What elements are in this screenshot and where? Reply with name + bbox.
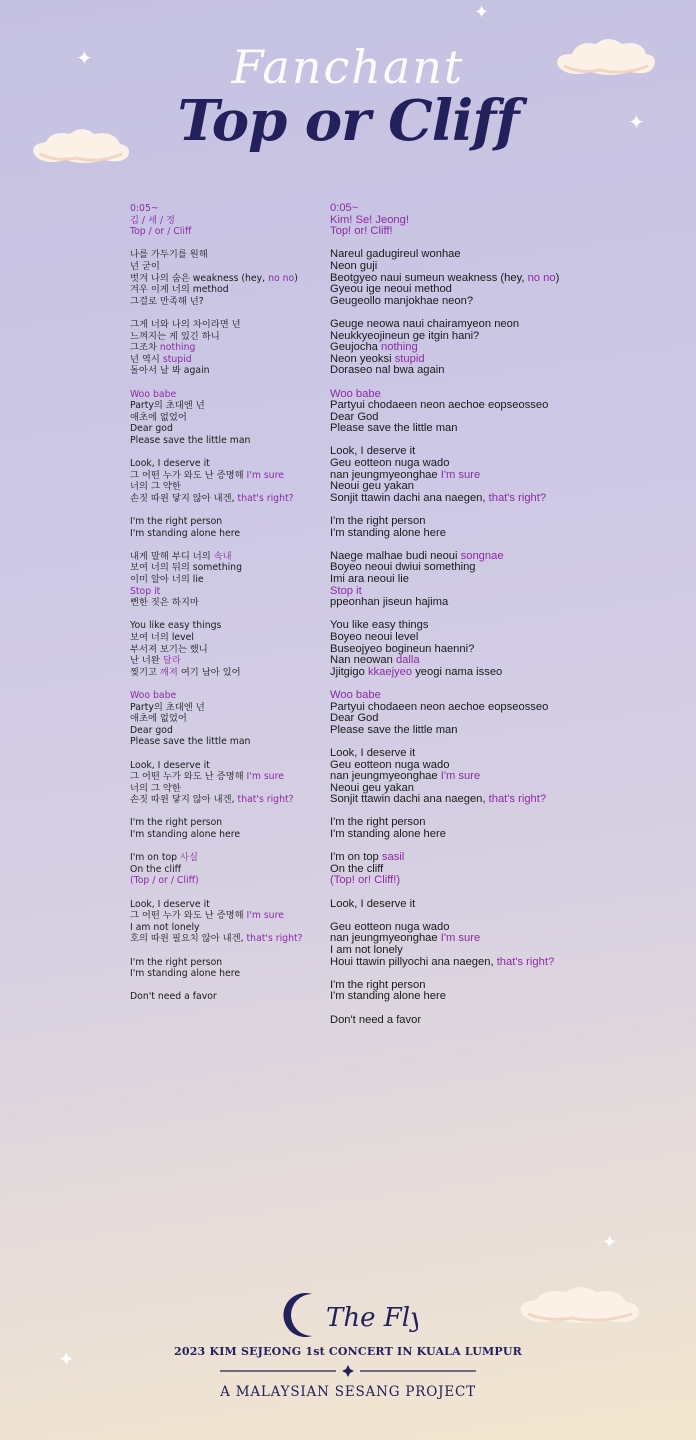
lyric-text: Please save the little man: [130, 736, 251, 748]
fanchant-highlight: I'm sure: [440, 468, 481, 481]
lyric-text: 애초에 없었어: [130, 713, 187, 725]
lyric-text: I'm standing alone here: [330, 526, 446, 539]
lyric-line: [130, 331, 325, 343]
lyric-line: [330, 365, 660, 377]
lyric-line: [130, 273, 325, 285]
lyric-text: Neukkyeojineun ge itgin hani?: [330, 329, 480, 342]
lyric-line: [330, 423, 660, 435]
lyric-block: [330, 516, 660, 539]
lyric-text: I'm the right person: [130, 817, 223, 829]
lyric-text: On the cliff: [330, 862, 384, 875]
lyric-line: [130, 562, 325, 574]
lyric-line: [130, 516, 325, 528]
lyric-line: [130, 528, 325, 540]
lyric-text: 겨우 이게 너의 method: [130, 284, 229, 296]
lyric-line: [330, 702, 660, 714]
lyric-text: I'm standing alone here: [330, 990, 446, 1003]
fanchant-highlight: no no: [527, 271, 556, 284]
lyric-text: Geu eotteon nuga wado: [330, 457, 450, 470]
lyric-line: [130, 400, 325, 412]
fanchant-highlight: that's right?: [488, 491, 547, 504]
lyric-block: [330, 922, 660, 968]
fanchant-highlight: (Top! or! Cliff!): [330, 874, 401, 887]
lyric-text: 내게 말해 부디 너의: [130, 550, 214, 562]
lyric-line: [130, 864, 325, 876]
lyric-block: [330, 249, 660, 307]
lyric-text: I'm the right person: [330, 978, 426, 991]
lyric-line: [130, 423, 325, 435]
lyric-line: [330, 493, 660, 505]
lyric-text: 넌 굳이: [130, 260, 160, 272]
lyric-block: [330, 690, 660, 736]
lyric-line: [330, 249, 660, 261]
fanchant-highlight: stupid: [394, 352, 425, 365]
lyric-block: [130, 458, 325, 504]
lyric-text: Dear God: [330, 410, 379, 423]
lyric-text: 그 어떤 누가 와도 난 증명해: [130, 910, 247, 922]
lyric-line: [130, 957, 325, 969]
lyric-block: [330, 389, 660, 435]
lyric-text: Party의 초대엔 넌: [130, 701, 205, 713]
lyric-line: [330, 597, 660, 609]
lyric-text: You like easy things: [330, 619, 429, 632]
lyric-text: yeogi nama isseo: [412, 665, 503, 678]
title-kicker: Fanchant: [231, 40, 465, 94]
fanchant-highlight: Woo babe: [130, 388, 177, 400]
fanchant-highlight: 달라: [162, 655, 181, 667]
sparkle-icon: [342, 1365, 354, 1377]
lyric-text: Boyeo neoui dwiui something: [330, 561, 476, 574]
lyric-line: [330, 829, 660, 841]
lyric-line: [130, 389, 325, 401]
lyric-line: [130, 667, 325, 679]
footer-divider: [220, 1364, 476, 1378]
fanchant-highlight: no no: [268, 272, 295, 284]
lyric-line: [130, 296, 325, 308]
lyric-line: [130, 319, 325, 331]
fanchant-highlight: 김 / 세 / 정: [130, 214, 176, 226]
lyric-line: [130, 690, 325, 702]
lyric-text: Neon yeoksi: [330, 352, 395, 365]
lyric-text: Nareul gadugireul wonhae: [330, 248, 461, 261]
lyric-text: Boyeo neoui level: [330, 630, 419, 643]
page-title: Top or Cliff: [177, 88, 519, 154]
lyric-text: Please save the little man: [130, 434, 251, 446]
lyric-text: 벗겨 나의 숨은 weakness (hey,: [130, 272, 269, 284]
lyric-text: Dear God: [330, 712, 379, 725]
lyric-text: You like easy things: [130, 620, 222, 632]
fanchant-highlight: 사실: [180, 852, 199, 864]
lyric-text: Don't need a favor: [330, 1013, 422, 1026]
concert-title: 2023 KIM SEJEONG 1st CONCERT IN KUALA LUMPUR: [174, 1345, 522, 1358]
lyric-block: [330, 446, 660, 504]
logo-text: The Fly: [326, 1303, 418, 1333]
lyric-text: 보여 너의 뒤의 something: [130, 562, 242, 574]
lyric-text: 그 어떤 누가 와도 난 증명해: [130, 469, 247, 481]
lyric-line: [130, 852, 325, 864]
fanchant-highlight: I'm sure: [246, 910, 284, 922]
lyric-line: [330, 991, 660, 1003]
lyric-line: [130, 342, 325, 354]
lyric-line: [130, 702, 325, 714]
lyric-line: [130, 736, 325, 748]
fanchant-highlight: that's right?: [488, 793, 547, 806]
lyric-block: [130, 319, 325, 377]
sparkle-icon: ✦: [602, 1232, 618, 1253]
fanchant-highlight: Kim! Se! Jeong!: [330, 213, 409, 226]
fanchant-highlight: I'm sure: [440, 932, 481, 945]
lyric-block: [330, 620, 660, 678]
lyric-text: 보여 너의 level: [130, 631, 194, 643]
lyric-text: 부서져 보기는 했니: [130, 643, 208, 655]
lyric-text: Don't need a favor: [130, 991, 217, 1003]
lyric-text: Jjitgigo: [330, 665, 368, 678]
lyric-text: I'm standing alone here: [330, 828, 446, 841]
lyric-block: [130, 899, 325, 945]
fanchant-highlight: Top! or! Cliff!: [330, 225, 393, 238]
lyric-text: 찢기고: [130, 666, 160, 678]
lyric-text: Look, I deserve it: [130, 898, 210, 910]
lyric-line: [130, 817, 325, 829]
lyric-text: 넌 역시: [130, 353, 163, 365]
lyric-block: [130, 991, 325, 1003]
lyric-text: nan jeungmyeonghae: [330, 468, 441, 481]
fanchant-highlight: dalla: [395, 654, 420, 667]
lyric-text: Look, I deserve it: [130, 759, 210, 771]
fanchant-highlight: I'm sure: [440, 770, 481, 783]
lyric-block: [130, 203, 325, 238]
lyric-text: 돌아서 날 봐 again: [130, 365, 210, 377]
lyric-text: Naege malhae budi neoui: [330, 549, 461, 562]
lyric-text: Sonjit ttawin dachi ana naegen,: [330, 491, 489, 504]
fanchant-highlight: 0:05~: [330, 202, 359, 214]
fanchant-highlight: I'm sure: [246, 771, 284, 783]
sparkle-icon: ✦: [628, 110, 645, 134]
fanchant-highlight: Top / or / Cliff: [130, 226, 192, 238]
lyric-line: [330, 794, 660, 806]
lyric-text: Nan neowan: [330, 654, 396, 667]
lyric-block: [130, 516, 325, 539]
lyric-text: Geu eotteon nuga wado: [330, 920, 450, 933]
fanchant-highlight: Woo babe: [130, 689, 177, 701]
lyric-line: [330, 957, 660, 969]
lyric-text: Neon guji: [330, 259, 378, 272]
fanchant-highlight: 속내: [213, 550, 232, 562]
lyric-block: [130, 389, 325, 447]
lyric-line: [330, 226, 660, 238]
lyric-text: nan jeungmyeonghae: [330, 932, 441, 945]
lyric-text: I'm standing alone here: [130, 829, 241, 841]
lyrics-korean-column: [130, 203, 325, 1015]
lyric-text: I'm standing alone here: [130, 968, 241, 980]
lyric-block: [330, 852, 660, 887]
lyric-text: Geugeollo manjokhae neon?: [330, 294, 474, 307]
lyric-line: [130, 783, 325, 795]
lyric-text: 이미 알아 너의 lie: [130, 574, 204, 585]
lyric-text: ): [555, 271, 560, 284]
fanchant-highlight: Stop it: [130, 585, 161, 597]
lyric-line: [130, 470, 325, 482]
lyric-line: [130, 215, 325, 227]
lyric-text: I'm the right person: [330, 816, 426, 829]
lyric-line: [130, 933, 325, 945]
lyric-line: [130, 771, 325, 783]
lyric-line: [130, 725, 325, 737]
lyric-text: Doraseo nal bwa again: [330, 364, 445, 377]
lyric-text: Partyui chodaeen neon aechoe eopseosseo: [330, 399, 549, 412]
lyric-text: 여기 남아 있어: [177, 666, 241, 678]
lyric-line: [130, 655, 325, 667]
lyric-text: 그게 너와 나의 차이라면 넌: [130, 318, 241, 330]
fanchant-highlight: that's right?: [496, 955, 555, 968]
lyric-line: [130, 435, 325, 447]
lyric-line: [130, 551, 325, 563]
the-fly-logo: [0, 1290, 696, 1345]
lyric-text: 너의 그 약한: [130, 481, 181, 493]
fanchant-highlight: nothing: [381, 341, 418, 354]
lyric-text: 너의 그 약한: [130, 782, 181, 794]
lyric-text: Imi ara neoui lie: [330, 573, 409, 585]
fanchant-highlight: nothing: [159, 342, 196, 354]
lyric-text: 그 어떤 누가 와도 난 증명해: [130, 771, 247, 783]
lyric-line: [130, 574, 325, 586]
project-credit: A MALAYSIAN SESANG PROJECT: [220, 1384, 476, 1400]
lyric-block: [330, 551, 660, 609]
lyric-text: 애초에 없었어: [130, 411, 187, 423]
fanchant-highlight: that's right?: [237, 492, 294, 504]
lyric-text: Neoui geu yakan: [330, 480, 414, 493]
lyric-line: [130, 284, 325, 296]
lyric-text: Geuge neowa naui chairamyeon neon: [330, 317, 520, 330]
lyric-block: [130, 620, 325, 678]
lyric-text: Sonjit ttawin dachi ana naegen,: [330, 793, 489, 806]
fanchant-highlight: 깨져: [159, 666, 178, 678]
sparkle-icon: ✦: [76, 46, 93, 70]
lyric-block: [330, 319, 660, 377]
fanchant-highlight: sasil: [381, 851, 405, 864]
fanchant-highlight: that's right?: [246, 933, 303, 945]
lyric-line: [130, 875, 325, 887]
lyric-line: [330, 528, 660, 540]
lyric-line: [330, 899, 660, 911]
lyric-line: [130, 794, 325, 806]
lyric-block: [130, 817, 325, 840]
lyric-line: [330, 296, 660, 308]
lyric-line: [130, 481, 325, 493]
lyric-text: 그걸로 만족해 넌?: [130, 295, 204, 307]
lyric-line: [130, 203, 325, 215]
lyric-text: nan jeungmyeonghae: [330, 770, 441, 783]
lyric-text: Buseojyeo bogineun haenni?: [330, 642, 475, 655]
lyric-text: I am not lonely: [330, 944, 403, 956]
lyric-block: [330, 203, 660, 238]
lyric-line: [130, 910, 325, 922]
lyric-block: [130, 760, 325, 806]
lyric-text: I'm on top: [130, 852, 181, 864]
fanchant-highlight: Woo babe: [330, 387, 381, 400]
lyric-line: [130, 586, 325, 598]
lyric-text: Partyui chodaeen neon aechoe eopseosseo: [330, 700, 549, 713]
fanchant-highlight: I'm sure: [246, 469, 284, 481]
lyric-text: 호의 따윈 필요치 않아 내겐,: [130, 933, 247, 945]
lyric-text: 그조차: [130, 342, 160, 354]
lyric-line: [130, 760, 325, 772]
lyric-line: [330, 1015, 660, 1027]
lyric-line: [130, 493, 325, 505]
lyric-text: I'm standing alone here: [130, 527, 241, 539]
fanchant-highlight: stupid: [162, 353, 192, 365]
sparkle-icon: ✦: [474, 2, 490, 23]
lyric-text: 난 너완: [130, 655, 163, 667]
fanchant-highlight: songnae: [460, 549, 504, 562]
lyric-line: [130, 412, 325, 424]
lyric-text: Beotgyeo naui sumeun weakness (hey,: [330, 271, 528, 284]
lyrics-romanized-column: [330, 203, 660, 1038]
lyric-line: [130, 922, 325, 934]
lyric-text: Look, I deserve it: [330, 897, 416, 910]
lyric-line: [130, 991, 325, 1003]
lyric-line: [130, 829, 325, 841]
lyric-text: 뻔한 짓은 하지마: [130, 597, 199, 609]
lyric-line: [130, 644, 325, 656]
lyric-block: [330, 980, 660, 1003]
moon-logo-icon: [278, 1290, 418, 1340]
lyric-line: [330, 725, 660, 737]
lyric-text: I'm on top: [330, 851, 382, 864]
lyric-block: [130, 852, 325, 887]
lyric-block: [130, 957, 325, 980]
lyric-text: 느껴지는 게 있긴 하니: [130, 330, 220, 342]
lyric-text: ): [294, 272, 298, 284]
lyric-block: [330, 899, 660, 911]
lyric-block: [330, 817, 660, 840]
lyric-text: ppeonhan jiseun hajima: [330, 596, 449, 609]
fanchant-highlight: 0:05~: [130, 203, 159, 214]
lyric-line: [130, 458, 325, 470]
lyric-line: [130, 249, 325, 261]
lyric-text: 손짓 따윈 닿지 않아 내겐,: [130, 492, 238, 504]
lyric-line: [130, 597, 325, 609]
lyric-line: [130, 968, 325, 980]
lyric-text: Please save the little man: [330, 422, 458, 435]
lyric-text: I'm the right person: [130, 516, 223, 528]
fanchant-highlight: Woo babe: [330, 688, 381, 701]
lyric-text: Look, I deserve it: [130, 458, 210, 470]
lyric-line: [130, 899, 325, 911]
lyric-block: [130, 249, 325, 307]
fanchant-highlight: kkaejyeo: [367, 665, 413, 678]
lyric-text: Geu eotteon nuga wado: [330, 758, 450, 771]
lyric-text: 손짓 따윈 닿지 않아 내겐,: [130, 794, 238, 806]
lyric-text: I'm the right person: [330, 515, 426, 528]
lyric-line: [330, 667, 660, 679]
lyric-line: [130, 226, 325, 238]
fanchant-highlight: that's right?: [237, 794, 294, 806]
sparkle-icon: ✦: [58, 1347, 75, 1371]
lyric-text: Dear god: [130, 423, 173, 435]
lyric-line: [130, 632, 325, 644]
lyric-block: [130, 551, 325, 609]
lyric-text: I am not lonely: [130, 921, 200, 933]
lyric-text: Please save the little man: [330, 723, 458, 736]
lyric-text: Party의 초대엔 넌: [130, 400, 205, 412]
lyric-line: [130, 261, 325, 273]
lyric-line: [130, 354, 325, 366]
fanchant-highlight: (Top / or / Cliff): [130, 875, 199, 887]
lyric-text: Gyeou ige neoui method: [330, 283, 452, 296]
lyric-line: [130, 620, 325, 632]
lyric-text: Geujocha: [330, 341, 381, 354]
lyric-line: [330, 400, 660, 412]
lyric-block: [330, 748, 660, 806]
lyric-line: [330, 875, 660, 887]
lyric-text: Neoui geu yakan: [330, 781, 414, 794]
lyric-line: [130, 365, 325, 377]
lyric-text: Houi ttawin pillyochi ana naegen,: [330, 955, 497, 968]
lyric-text: On the cliff: [130, 863, 182, 875]
lyric-text: I'm the right person: [130, 956, 223, 968]
lyric-line: [130, 713, 325, 725]
lyric-text: Look, I deserve it: [330, 746, 416, 759]
lyric-text: Look, I deserve it: [330, 445, 416, 458]
lyric-line: [330, 574, 660, 586]
lyric-text: 나를 가두기를 원해: [130, 249, 208, 261]
lyric-text: Dear god: [130, 724, 173, 736]
fanchant-highlight: Stop it: [330, 584, 362, 597]
lyric-block: [130, 690, 325, 748]
lyric-block: [330, 1015, 660, 1027]
